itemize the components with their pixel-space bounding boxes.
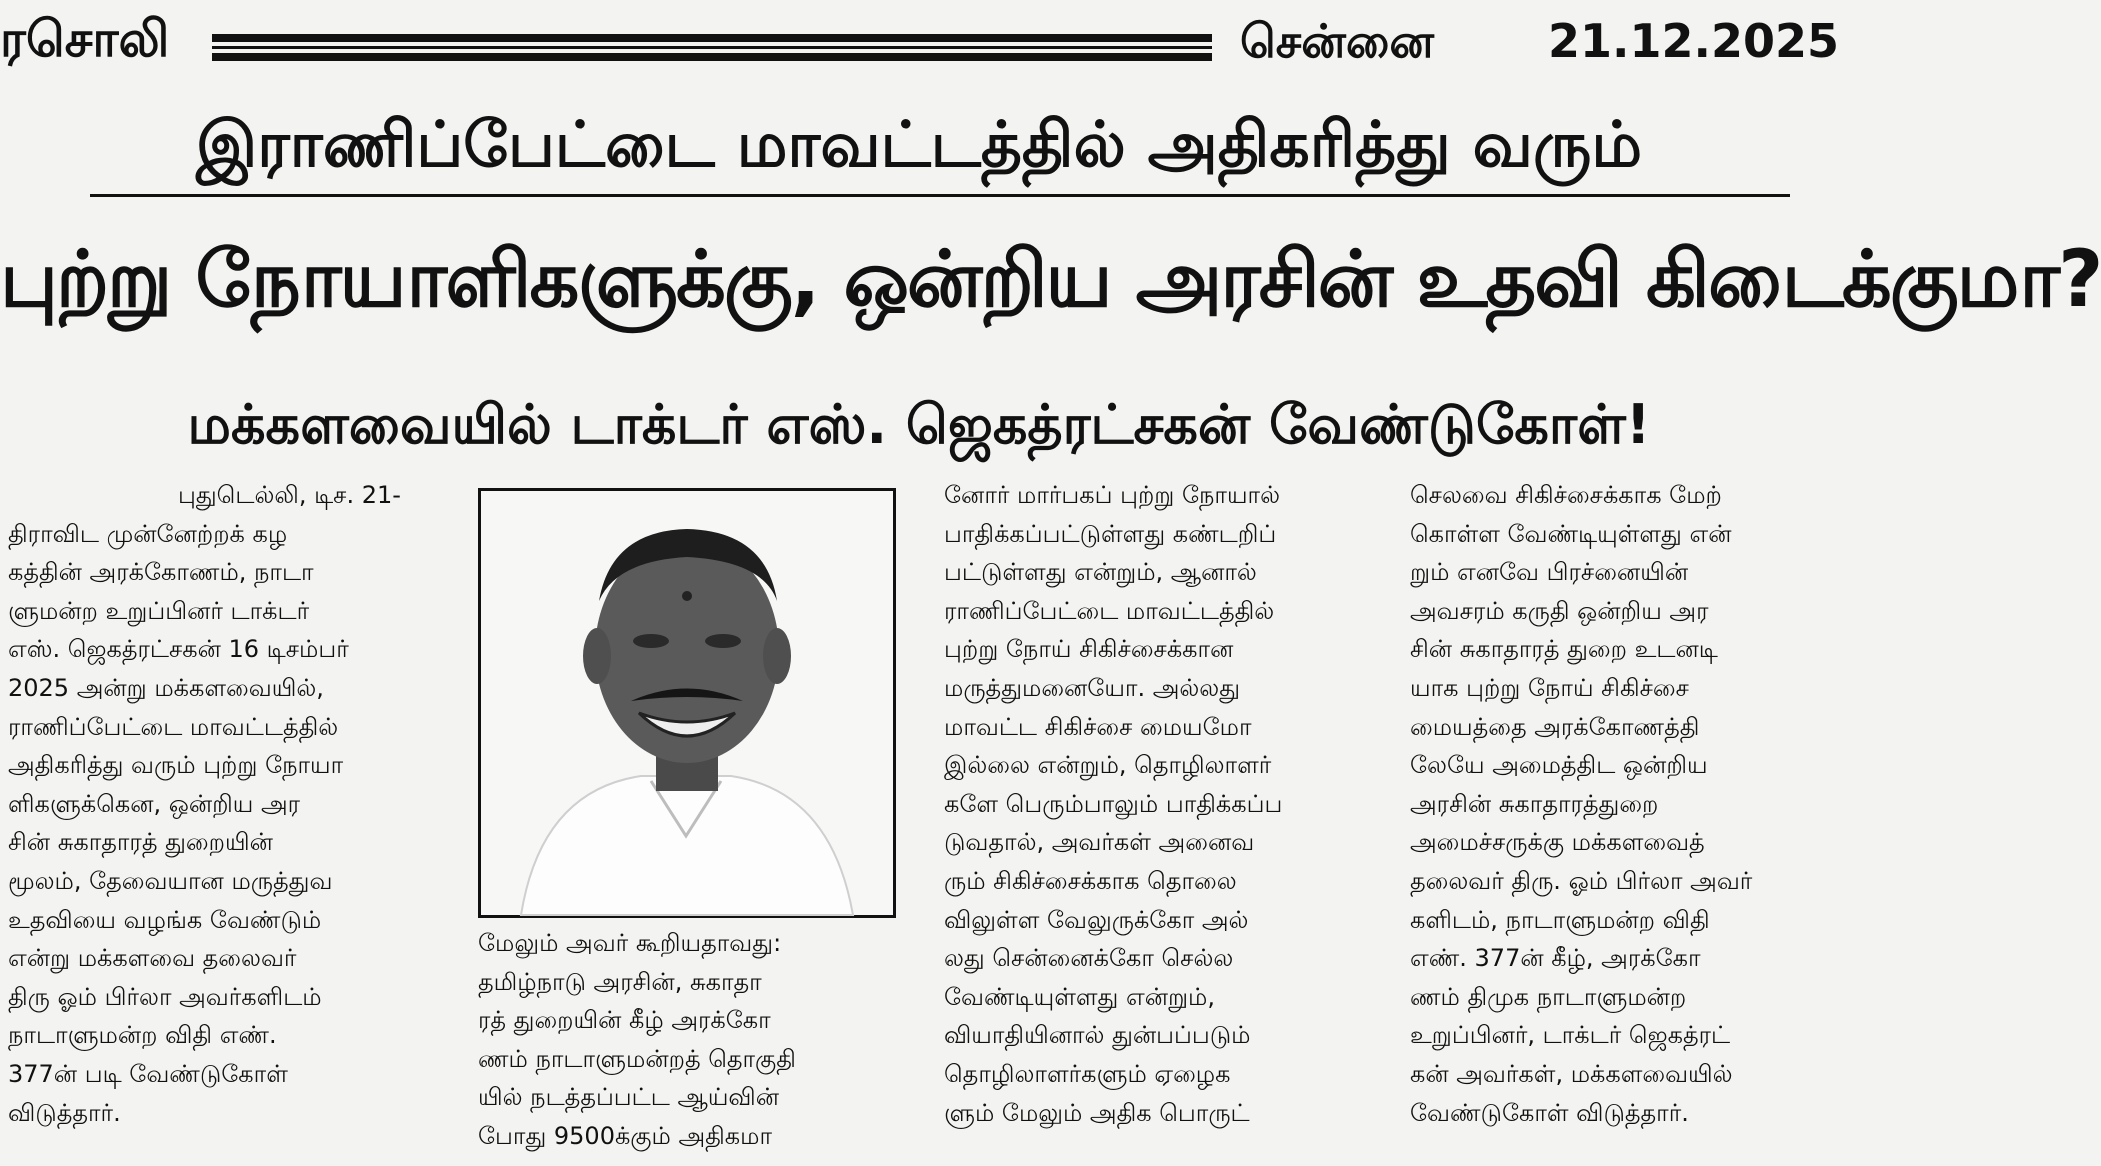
article-line: றும் எனவே பிரச்னையின் — [1410, 558, 1689, 587]
article-line: திராவிட முன்னேற்றக் கழ — [8, 519, 288, 548]
kicker-headline: இராணிப்பேட்டை மாவட்டத்தில் அதிகரித்து வரும் — [195, 108, 1643, 181]
article-line: களே பெரும்பாலும் பாதிக்கப்ப — [944, 789, 1283, 818]
article-line: ரத் துறையின் கீழ் அரக்கோ — [478, 1006, 771, 1035]
article-line: போது 9500க்கும் அதிகமா — [478, 1121, 772, 1150]
article-line: பட்டுள்ளது என்றும், ஆனால் — [944, 558, 1257, 587]
newspaper-name: ரசொலி — [0, 10, 170, 68]
article-line: ளுமன்ற உறுப்பினர் டாக்டர் — [8, 596, 310, 625]
article-line: அரசின் சுகாதாரத்துறை — [1410, 789, 1659, 818]
article-line: களிடம், நாடாளுமன்ற விதி — [1410, 905, 1710, 934]
portrait-image — [481, 491, 893, 915]
article-line: அமைச்சருக்கு மக்களவைத் — [1410, 828, 1705, 857]
article-line: கொள்ள வேண்டியுள்ளது என் — [1410, 519, 1732, 548]
article-line: ளிகளுக்கென, ஒன்றிய அர — [8, 789, 301, 818]
article-line: லது சென்னைக்கோ செல்ல — [944, 944, 1234, 973]
article-line: அதிகரித்து வரும் புற்று நோயா — [8, 751, 344, 780]
article-line: 377ன் படி வேண்டுகோள் — [8, 1059, 288, 1088]
article-line: ராணிப்பேட்டை மாவட்டத்தில் — [8, 712, 339, 741]
article-line: னோர் மார்பகப் புற்று நோயால் — [944, 481, 1281, 509]
masthead-rule — [212, 53, 1212, 61]
article-line: ணம் திமுக நாடாளுமன்ற — [1410, 982, 1687, 1011]
dateline: புதுடெல்லி, டிச. 21- — [178, 481, 401, 509]
article-line: கத்தின் அரக்கோணம், நாடா — [8, 558, 314, 587]
article-line: உறுப்பினர், டாக்டர் ஜெகத்ரட் — [1410, 1021, 1731, 1050]
article-line: ரும் சிகிச்சைக்காக தொலை — [944, 866, 1237, 895]
article-column-3 — [944, 476, 1374, 1132]
article-line: உதவியை வழங்க வேண்டும் — [8, 905, 322, 934]
article-line: தொழிலாளர்களும் ஏழைக — [944, 1059, 1231, 1088]
article-column-4 — [1410, 476, 1835, 1132]
article-line: பாதிக்கப்பட்டுள்ளது கண்டறிப் — [944, 519, 1277, 548]
article-line: லேயே அமைத்திட ஒன்றிய — [1410, 751, 1708, 780]
article-line: வேண்டுகோள் விடுத்தார். — [1410, 1098, 1689, 1127]
article-line: யில் நடத்தப்பட்ட ஆய்வின் — [478, 1083, 780, 1112]
article-line: சின் சுகாதாரத் துறையின் — [8, 828, 273, 857]
article-line: ராணிப்பேட்டை மாவட்டத்தில் — [944, 596, 1275, 625]
article-line: எஸ். ஜெகத்ரட்சகன் 16 டிசம்பர் — [8, 635, 349, 664]
sub-headline: மக்களவையில் டாக்டர் எஸ். ஜெகத்ரட்சகன் வேண்டுகோள்! — [187, 393, 1651, 456]
main-headline: புற்று நோயாளிகளுக்கு, ஒன்றிய அரசின் உதவி கிடைக்குமா? — [0, 235, 2101, 325]
article-line: டுவதால், அவர்கள் அனைவ — [944, 828, 1255, 857]
article-line: வேண்டியுள்ளது என்றும், — [944, 982, 1215, 1011]
article-line: மருத்துமனையோ. அல்லது — [944, 673, 1241, 702]
article-line: மேலும் அவர் கூறியதாவது: — [478, 929, 782, 957]
article-line: கன் அவர்கள், மக்களவையில் — [1410, 1059, 1733, 1088]
article-line: மாவட்ட சிகிச்சை மையமோ — [944, 712, 1252, 741]
article-line: புற்று நோய் சிகிச்சைக்கான — [944, 635, 1234, 664]
portrait-photo — [478, 488, 896, 918]
kicker-underline — [90, 194, 1790, 197]
article-line: சின் சுகாதாரத் துறை உடனடி — [1410, 635, 1718, 664]
article-line: தலைவர் திரு. ஓம் பிர்லா அவர் — [1410, 866, 1753, 895]
edition-city: சென்னை — [1240, 14, 1435, 68]
article-line: ணம் நாடாளுமன்றத் தொகுதி — [478, 1044, 796, 1073]
article-line: நாடாளுமன்ற விதி எண். — [8, 1021, 277, 1050]
issue-date: 21.12.2025 — [1548, 14, 1840, 68]
article-column-1 — [8, 476, 428, 1132]
article-line: மையத்தை அரக்கோணத்தி — [1410, 712, 1700, 741]
article-line: அவசரம் கருதி ஒன்றிய அர — [1410, 596, 1709, 625]
masthead-rule — [212, 46, 1212, 49]
masthead — [0, 0, 1838, 94]
article-column-2 — [478, 924, 898, 1156]
article-line: விலுள்ள வேலுருக்கோ அல் — [944, 905, 1249, 934]
article-line: விடுத்தார். — [8, 1098, 121, 1127]
article-line: செலவை சிகிச்சைக்காக மேற் — [1410, 481, 1722, 509]
masthead-rule — [212, 34, 1212, 42]
article-line: இல்லை என்றும், தொழிலாளர் — [944, 751, 1272, 780]
article-line: ளும் மேலும் அதிக பொருட் — [944, 1098, 1250, 1127]
article-line: எண். 377ன் கீழ், அரக்கோ — [1410, 944, 1701, 973]
article-line: திரு ஓம் பிர்லா அவர்களிடம் — [8, 982, 322, 1011]
article-line: தமிழ்நாடு அரசின், சுகாதா — [478, 967, 762, 996]
article-line: மூலம், தேவையான மருத்துவ — [8, 866, 333, 895]
article-line: வியாதியினால் துன்பப்படும் — [944, 1021, 1251, 1050]
article-line: என்று மக்களவை தலைவர் — [8, 944, 297, 973]
article-line: யாக புற்று நோய் சிகிச்சை — [1410, 673, 1689, 702]
article-line: 2025 அன்று மக்களவையில், — [8, 673, 324, 702]
